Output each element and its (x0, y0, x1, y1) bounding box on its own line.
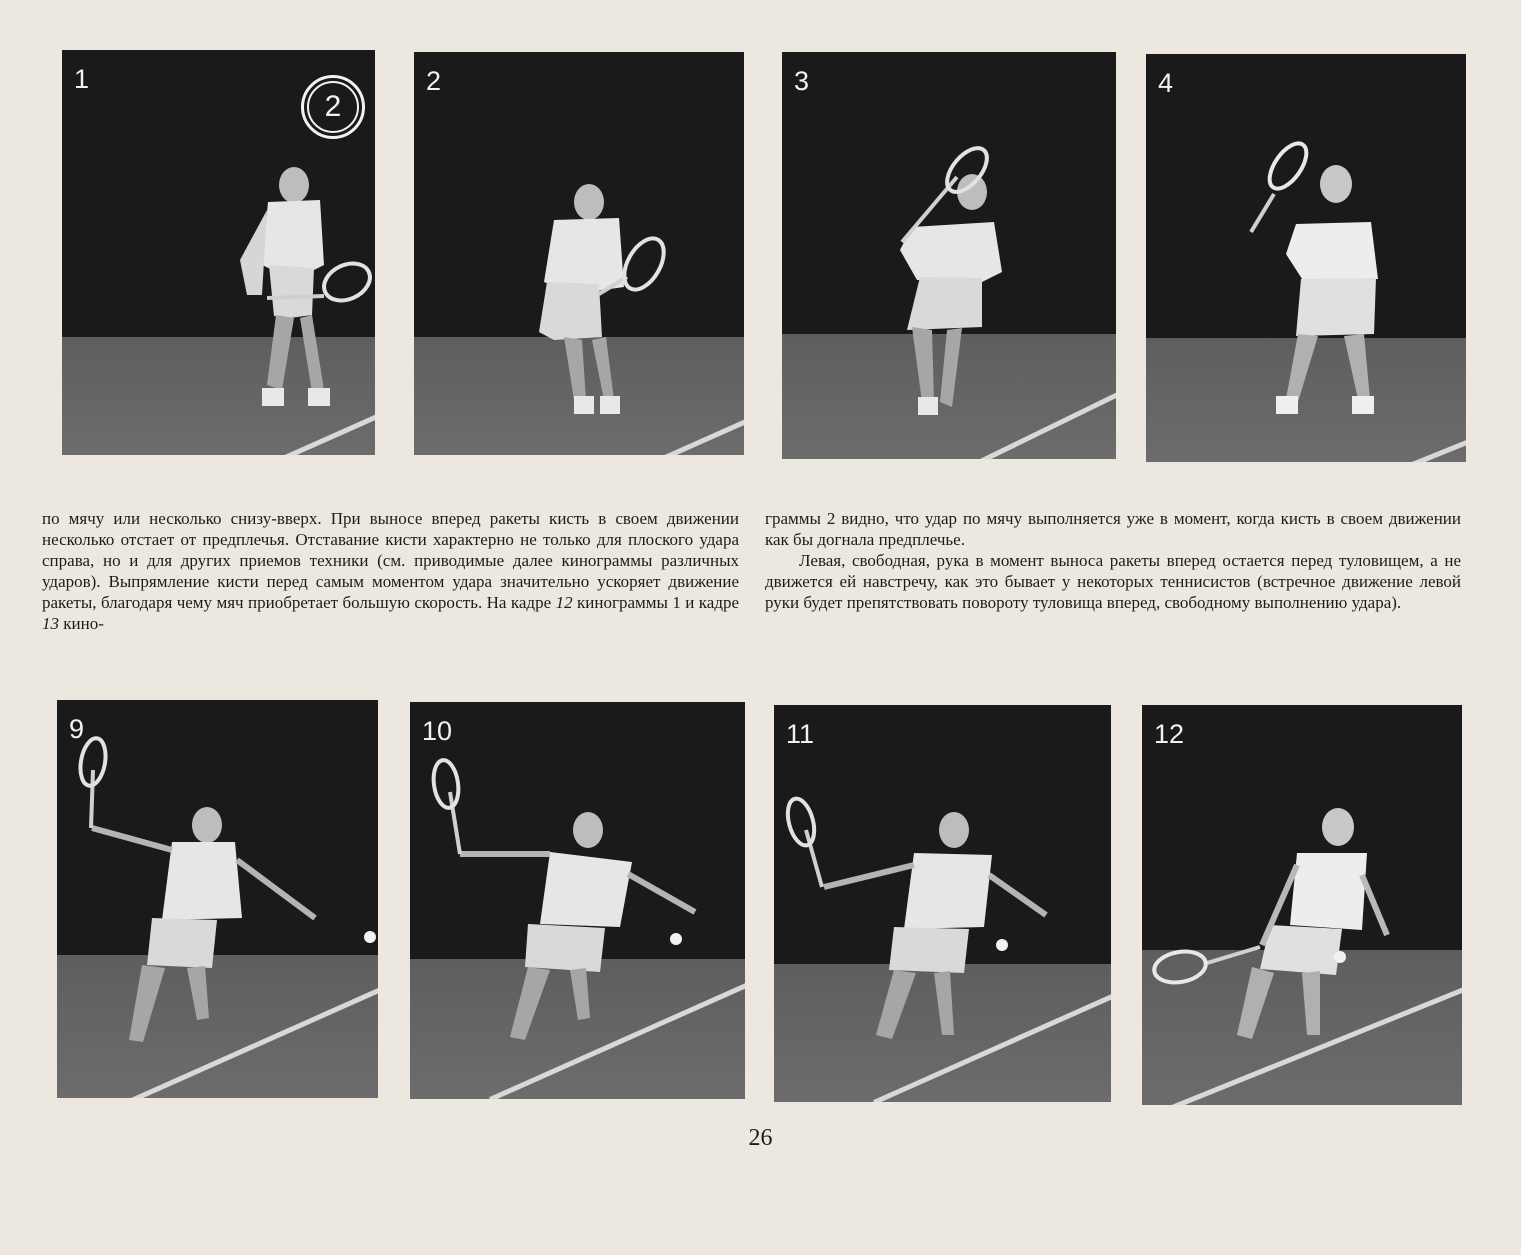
frame-number: 11 (786, 719, 815, 749)
kinogram-frame-3 (782, 52, 1116, 459)
frame-number: 10 (422, 716, 453, 746)
paragraph: граммы 2 видно, что удар по мячу выполняется уже в момент, когда кисть в своем движении как бы догнала предплечье. (765, 509, 1461, 549)
kinogram-frame-11 (774, 705, 1111, 1102)
player-figure (410, 702, 745, 1099)
paragraph (42, 508, 739, 634)
frame-number: 2 (426, 66, 442, 96)
text-column-right (765, 508, 1461, 613)
kinogram-frame-12 (1142, 705, 1462, 1105)
frame-number: 4 (1158, 68, 1174, 98)
kinogram-frame-1 (62, 50, 375, 455)
kinogram-frame-10 (410, 702, 745, 1099)
body-text: кино- (63, 614, 104, 633)
player-figure (1146, 54, 1466, 462)
player-figure (57, 700, 378, 1098)
text-column-left (42, 508, 739, 634)
player-figure (782, 52, 1116, 459)
frame-ref: 13 (42, 614, 59, 633)
frame-number: 9 (69, 714, 85, 744)
frame-number: 12 (1154, 719, 1185, 749)
page-number: 26 (748, 1125, 773, 1151)
paragraph: Левая, свободная, рука в момент выноса ракеты вперед остается перед туловищем, а не движется ей навстречу, как это бывает у некоторых теннисистов (встречное движение левой руки будет препятствовать повороту туловища вперед, свободному выполнению удара). (765, 551, 1461, 612)
kinogram-frame-4 (1146, 54, 1466, 462)
body-text: кинограммы 1 и кадре (577, 593, 740, 612)
kinogram-frame-2 (414, 52, 744, 455)
body-text: по мячу или несколько снизу-вверх. При выносе вперед ракеты кисть в своем движении несколько отстает от предплечья. Отставание кисти характерно не только для плоского удара справа, но и для других приемов техники (см. приводимые далее кинограммы различных ударов). Выпрямление кисти перед самым моментом удара значительно ускоряет движение ракеты, благодаря чему мяч приобретает большую скорость. На кадре (42, 509, 739, 612)
frame-ref: 12 (555, 593, 573, 612)
kinogram-badge-number: 2 (307, 81, 359, 133)
kinogram-badge (301, 75, 365, 139)
player-figure (774, 705, 1111, 1102)
kinogram-frame-9 (57, 700, 378, 1098)
frame-number: 1 (74, 64, 90, 94)
player-figure (1142, 705, 1462, 1105)
frame-number: 3 (794, 66, 810, 96)
player-figure (414, 52, 744, 455)
